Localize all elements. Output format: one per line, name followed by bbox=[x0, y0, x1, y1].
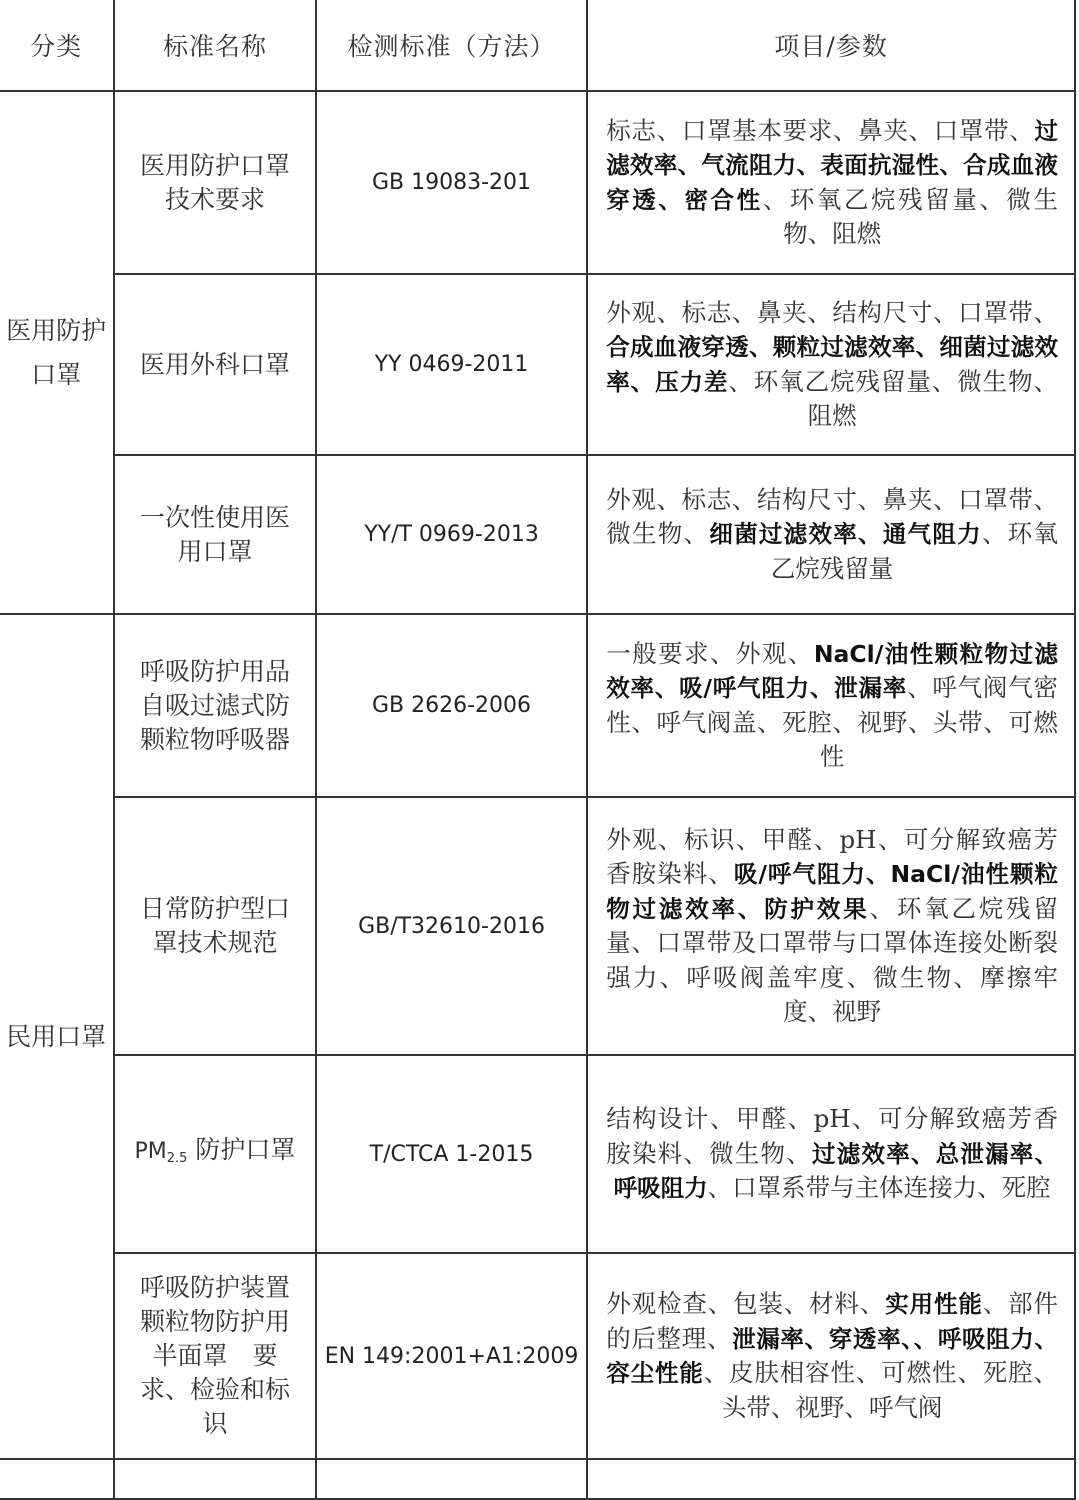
table-row bbox=[0, 1253, 1075, 1459]
header-name: 标准名称 bbox=[114, 0, 316, 91]
param-text: 、环氧乙烷残留量、微生物、阻燃 bbox=[762, 184, 1059, 248]
pm-label: PM bbox=[134, 1138, 167, 1164]
param-highlight: 过滤效率、气流阻力、表面抗湿性、合成血液穿透、密合性 bbox=[606, 116, 1058, 214]
param-highlight: 实用性能 bbox=[885, 1290, 983, 1318]
standard-params bbox=[587, 1253, 1075, 1459]
standard-name: 呼吸防护装置颗粒物防护用半面罩 要求、检验和标识 bbox=[114, 1253, 316, 1459]
header-row bbox=[0, 0, 1075, 91]
standard-params bbox=[587, 797, 1075, 1055]
standard-code: YY/T 0969-2013 bbox=[316, 455, 587, 614]
standard-params bbox=[587, 455, 1075, 614]
pm-tail: 防护口罩 bbox=[195, 1134, 296, 1164]
table-row bbox=[0, 455, 1075, 614]
param-text: 标志、口罩基本要求、鼻夹、口罩带、 bbox=[606, 115, 1035, 145]
param-text: 、部件的后整理、 bbox=[606, 1289, 1059, 1353]
standard-name: 医用防护口罩技术要求 bbox=[114, 91, 316, 274]
standard-name bbox=[114, 1055, 316, 1253]
table-row bbox=[0, 274, 1075, 455]
table-row bbox=[0, 1055, 1075, 1253]
param-text: 外观检查、包装、材料、 bbox=[606, 1289, 886, 1318]
standard-params bbox=[587, 91, 1075, 274]
category-cell: 民用口罩 bbox=[0, 614, 114, 1459]
table-row bbox=[0, 91, 1075, 274]
param-highlight: 吸/呼气阻力、NaCl/油性颗粒物过滤效率、防护效果 bbox=[606, 860, 1058, 923]
param-text: 结构设计、甲醛、pH、可分解致癌芳香胺染料、微生物、 bbox=[606, 1104, 1058, 1168]
param-text: 、皮肤相容性、可燃性、死腔、头带、视野、呼气阀 bbox=[703, 1358, 1059, 1422]
category-cell: 医用防护口罩 bbox=[0, 91, 114, 614]
standard-name: 医用外科口罩 bbox=[114, 274, 316, 455]
header-category: 分类 bbox=[0, 0, 114, 91]
standard-params bbox=[587, 1055, 1075, 1253]
param-highlight: 过滤效率、总泄漏率、呼吸阻力 bbox=[613, 1139, 1059, 1203]
param-text: 、环氧乙烷残留量、口罩带及口罩带与口罩体连接处断裂强力、呼吸阀盖牢度、微生物、摩擦牢度、视野 bbox=[606, 893, 1059, 1026]
header-method: 检测标准（方法） bbox=[316, 0, 587, 91]
pm-subscript: 2.5 bbox=[166, 1150, 188, 1166]
standard-name: 呼吸防护用品自吸过滤式防颗粒物呼吸器 bbox=[114, 614, 316, 797]
table-row bbox=[0, 614, 1075, 797]
param-text: 、环氧乙烷残留量、微生物、阻燃 bbox=[728, 366, 1059, 430]
standard-code: EN 149:2001+A1:2009 bbox=[316, 1253, 587, 1459]
param-highlight: NaCl/油性颗粒物过滤效率、吸/呼气阻力、泄漏率 bbox=[606, 639, 1059, 702]
standard-params bbox=[587, 614, 1075, 797]
header-params: 项目/参数 bbox=[587, 0, 1075, 91]
param-text: 、口罩系带与主体连接力、死腔 bbox=[707, 1173, 1051, 1203]
param-text: 、呼气阀气密性、呼气阀盖、死腔、视野、头带、可燃性 bbox=[606, 673, 1059, 771]
param-text: 外观、标识、甲醛、pH、可分解致癌芳香胺染料、 bbox=[606, 824, 1058, 888]
param-highlight: 泄漏率、穿透率、、呼吸阻力、容尘性能 bbox=[606, 1324, 1059, 1387]
param-text: 一般要求、外观、 bbox=[606, 638, 814, 668]
standard-code: GB 19083-201 bbox=[316, 91, 587, 274]
standard-params bbox=[587, 274, 1075, 455]
param-text: 外观、标志、结构尺寸、鼻夹、口罩带、微生物、 bbox=[606, 484, 1058, 549]
standard-code: YY 0469-2011 bbox=[316, 274, 587, 455]
param-highlight: 合成血液穿透、颗粒过滤效率、细菌过滤效率、压力差 bbox=[606, 333, 1058, 396]
table-row bbox=[0, 797, 1075, 1055]
standard-code: GB 2626-2006 bbox=[316, 614, 587, 797]
standard-code: T/CTCA 1-2015 bbox=[316, 1055, 587, 1253]
param-text: 、环氧乙烷残留量 bbox=[770, 519, 1058, 583]
table-row-partial bbox=[0, 1459, 1075, 1499]
standard-name: 日常防护型口罩技术规范 bbox=[114, 797, 316, 1055]
param-text: 外观、标志、鼻夹、结构尺寸、口罩带、 bbox=[606, 297, 1058, 327]
param-highlight: 细菌过滤效率、通气阻力 bbox=[709, 520, 982, 549]
standard-name: 一次性使用医用口罩 bbox=[114, 455, 316, 614]
standard-code: GB/T32610-2016 bbox=[316, 797, 587, 1055]
